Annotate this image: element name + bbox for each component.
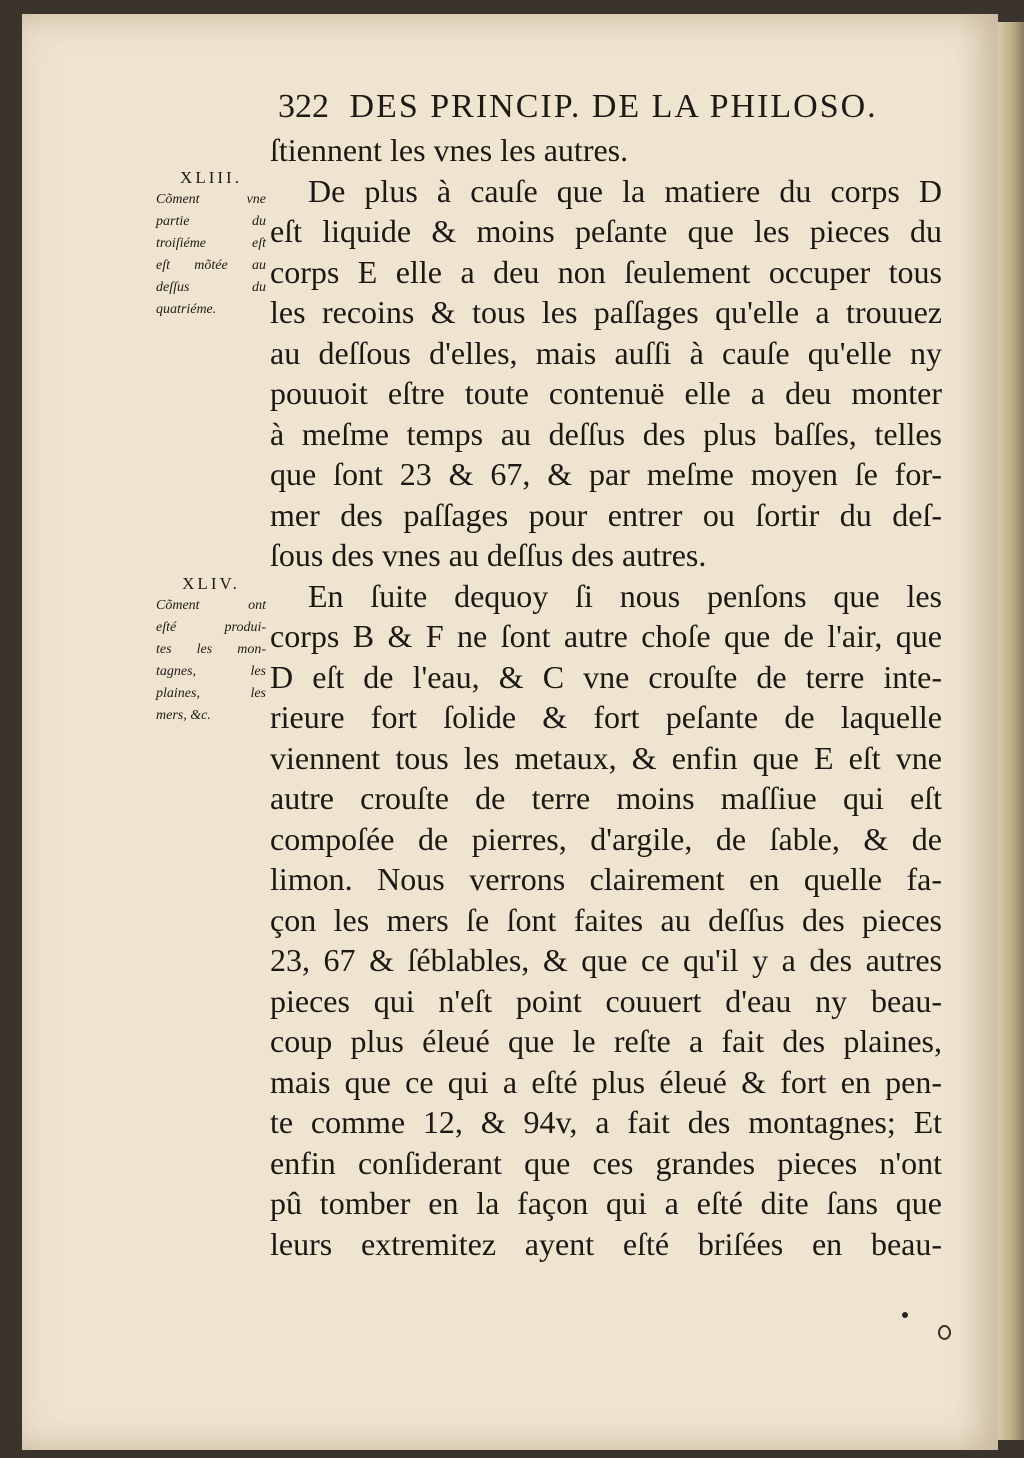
running-header	[278, 88, 948, 126]
text-line: limon. Nous verrons clairement en quelle fa-	[270, 861, 942, 897]
text-line: rieure fort ſolide & fort peſante de laquelle	[270, 699, 942, 735]
text-line: coup plus éleué que le reſte a fait des plaines,	[270, 1023, 942, 1059]
page-number: 322	[278, 88, 329, 125]
text-line: te comme 12, & 94v, a fait des montagnes; Et	[270, 1104, 942, 1140]
marginal-note-xliv	[156, 574, 266, 727]
marginal-note-number: XLIV.	[182, 574, 240, 593]
text-line: compoſée de pierres, d'argile, de ſable, & de	[270, 820, 942, 857]
marginal-note-line: tagnes, les	[156, 664, 266, 679]
text-line: çon les mers ſe ſont faites au deſſus des pieces	[270, 901, 942, 938]
text-line: enfin conſiderant que ces grandes pieces n'ont	[270, 1144, 942, 1181]
text-line: que ſont 23 & 67, & par meſme moyen ſe for-	[270, 456, 942, 492]
text-line: à meſme temps au deſſus des plus baſſes, telles	[270, 415, 942, 452]
text-line: leurs extremitez ayent eſté briſées en beau-	[270, 1225, 942, 1262]
text-line: eſt liquide & moins peſante que les pieces du	[270, 213, 942, 249]
marginal-note-number: XLIII.	[180, 168, 242, 187]
marginal-note-line: eſté produi-	[156, 620, 266, 635]
text-line: viennent tous les metaux, & enfin que E eſt vne	[270, 739, 942, 776]
text-line: les recoins & tous les paſſages qu'elle a trouuez	[270, 294, 942, 330]
text-line: mais que ce qui a eſté plus éleué & fort en pen-	[270, 1063, 942, 1100]
text-line: ſtiennent les vnes les autres.	[270, 132, 629, 168]
marginal-note-line: mers, &c.	[156, 708, 211, 723]
text-line: 23, 67 & ſéblables, & que ce qu'il y a des autres	[270, 942, 942, 978]
page-edge	[998, 22, 1024, 1440]
running-title: DES PRINCIP. DE LA PHILOSO.	[349, 88, 878, 125]
text-line: En ſuite dequoy ſi nous penſons que les	[308, 577, 942, 614]
marginal-note-line: eſt mõtée au	[156, 258, 266, 273]
marginal-note-line: tes les mon-	[156, 642, 266, 657]
marginal-note-line: plaines, les	[156, 686, 266, 701]
marginal-note-line: deſſus du	[156, 280, 266, 295]
text-line: pouuoit eſtre toute contenuë elle a deu monter	[270, 375, 942, 411]
marginal-note-xliii	[156, 168, 266, 321]
ink-mark	[938, 1325, 951, 1340]
text-line: De plus à cauſe que la matiere du corps D	[308, 172, 942, 209]
marginal-note-line: troiſiéme eſt	[156, 236, 266, 251]
marginal-note-line: Cõment ont	[156, 598, 266, 613]
text-line: au deſſous d'elles, mais auſſi à cauſe qu'elle ny	[270, 334, 942, 371]
marginal-note-line: Cõment vne	[156, 192, 266, 207]
text-line: D eſt de l'eau, & C vne crouſte de terre inte-	[270, 658, 942, 695]
text-line: corps E elle a deu non ſeulement occuper tous	[270, 253, 942, 290]
marginal-note-line: quatriéme.	[156, 302, 217, 317]
text-line: pieces qui n'eſt point couuert d'eau ny beau-	[270, 982, 942, 1019]
text-line: ſous des vnes au deſſus des autres.	[270, 537, 707, 573]
text-line: mer des paſſages pour entrer ou ſortir du deſ-	[270, 496, 942, 533]
text-line: corps B & F ne ſont autre choſe que de l'air, que	[270, 618, 942, 654]
ink-mark	[902, 1312, 908, 1318]
marginal-note-line: partie du	[156, 214, 266, 229]
body-text	[270, 130, 942, 1264]
text-line: pû tomber en la façon qui a eſté dite ſans que	[270, 1185, 942, 1221]
text-line: autre crouſte de terre moins maſſiue qui eſt	[270, 780, 942, 816]
